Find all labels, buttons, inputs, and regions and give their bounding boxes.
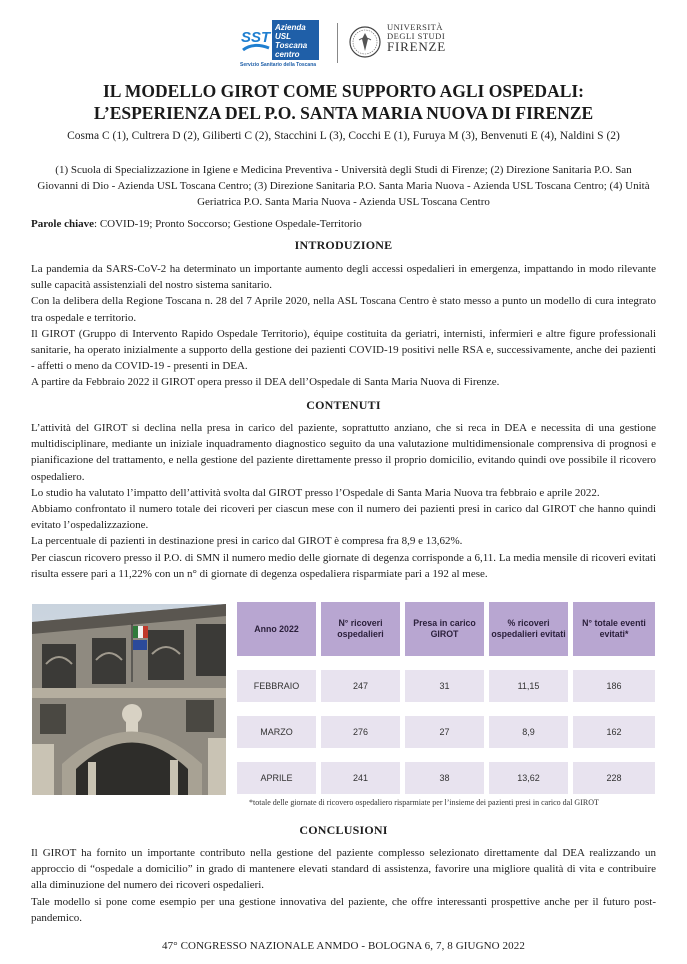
- table-row: [237, 670, 656, 702]
- hospital-facade-photo: [32, 604, 226, 795]
- table-cell: 31: [405, 670, 484, 702]
- contents-paragraph: Abbiamo confrontato il numero totale dei ricoveri per ciascun mese con il numero dei pazienti presi in carico dal GIROT che hanno quindi evitato l’ospedalizzazione.: [31, 503, 656, 532]
- logo-divider: [337, 23, 338, 63]
- table-header-cell: % ricoveri ospedalieri evitati: [489, 602, 568, 656]
- table-row: [237, 716, 656, 748]
- intro-heading: INTRODUZIONE: [294, 238, 393, 252]
- table-header-row: [237, 602, 656, 656]
- svg-text:USL: USL: [275, 32, 291, 41]
- intro-paragraph: Il GIROT (Gruppo di Intervento Rapido Ospedale Territorio), équipe costituita da geriatri, internisti, infermieri e altre figure professionali sanitarie, ha operato inizialmente a supporto della gestione dei pazienti COVID-19 positivi nelle RSA e, successivamente, anche dei pazienti - affetti o meno da COVID-19 - presenti in DEA.: [31, 327, 656, 373]
- contents-paragraph: Lo studio ha valutato l’impatto dell’attività svolta dal GIROT presso l’Ospedale di Santa Maria Nuova tra febbraio e aprile 2022.: [31, 486, 600, 499]
- azienda-usl-toscana-logo: [239, 20, 319, 68]
- table-header-cell: N° totale eventi evitati*: [573, 602, 655, 656]
- girot-results-table: [237, 602, 656, 794]
- intro-paragraph: A partire da Febbraio 2022 il GIROT opera presso il DEA dell’Ospedale di Santa Maria Nuova di Firenze.: [31, 376, 500, 389]
- table-cell: 11,15: [489, 670, 568, 702]
- conclusions-paragraph: Tale modello si pone come esempio per una gestione innovativa del paziente, che offre interessanti prospettive anche per il futuro post-pandemico.: [31, 895, 656, 924]
- table-cell: 38: [405, 762, 484, 794]
- conclusions-heading: CONCLUSIONI: [299, 823, 388, 837]
- conclusions-body: [31, 845, 656, 926]
- intro-paragraph: La pandemia da SARS-CoV-2 ha determinato un importante aumento degli accessi ospedalieri in emergenza, impattando in modo rilevante sulle capacità assistenziali del nostro sistema sanitario.: [31, 263, 656, 292]
- table-cell: 276: [321, 716, 400, 748]
- affiliations: (1) Scuola di Specializzazione in Igiene e Medicina Preventiva - Università degli Studi di Firenze; (2) Direzione Sanitaria P.O. San Giovanni di Dio - Azienda USL Toscana Centro; (3) Direzione Sanitaria P.O. Santa Maria Nuova - Azienda USL Toscana Centro; (4) Unità Geriatrica P.O. Santa Maria Nuova - Azienda USL Toscana Centro: [37, 164, 650, 208]
- keywords-text: : COVID-19; Pronto Soccorso; Gestione Ospedale-Territorio: [94, 218, 362, 230]
- title-line-2: L’ESPERIENZA DEL P.O. SANTA MARIA NUOVA DI FIRENZE: [93, 103, 594, 123]
- logo-bar: [0, 20, 687, 68]
- unifi-line-1: UNIVERSITÀ: [387, 22, 443, 32]
- table-cell: 228: [573, 762, 655, 794]
- table-cell: 27: [405, 716, 484, 748]
- table-row: [237, 762, 656, 794]
- poster-title: [20, 80, 667, 124]
- svg-text:SST: SST: [241, 29, 271, 46]
- unifi-line-2: DEGLI STUDI: [387, 31, 446, 41]
- contents-paragraph: L’attività del GIROT si declina nella presa in carico del paziente, soprattutto anziano, che si reca in DEA e necessita di una gestione multidisciplinare, mediante un iniziale inquadramento diagnostico seguito da una valutazione multidimensionale comprensiva di prognosi e pianificazione del trattamento, e nella gestione del paziente direttamente presso il proprio domicilio, evitando quindi ove possibile il ricovero ospedaliero.: [31, 422, 656, 483]
- table-header-cell: Anno 2022: [237, 602, 316, 656]
- svg-text:Servizio Sanitario della Tosca: Servizio Sanitario della Toscana: [240, 62, 317, 68]
- unifi-logo-text: [387, 22, 447, 54]
- keywords: [31, 218, 656, 230]
- title-line-1: IL MODELLO GIROT COME SUPPORTO AGLI OSPEDALI:: [102, 81, 585, 101]
- svg-text:Azienda: Azienda: [275, 23, 306, 32]
- svg-text:Toscana: Toscana: [275, 41, 308, 50]
- table-cell: 162: [573, 716, 655, 748]
- table-cell: MARZO: [237, 716, 316, 748]
- intro-paragraph: Con la delibera della Regione Toscana n. 28 del 7 Aprile 2020, nella ASL Toscana Centro è stato messo a punto un modello di cura integrato tra ospedale e territorio.: [31, 295, 656, 324]
- keywords-label: Parole chiave: [31, 218, 95, 230]
- table-footnote: *totale delle giornate di ricovero ospedaliero risparmiate per l’insieme dei pazienti presi in carico dal GIROT: [249, 798, 599, 807]
- svg-text:centro: centro: [275, 50, 300, 59]
- conclusions-paragraph: Il GIROT ha fornito un importante contributo nella gestione del paziente complesso selezionato direttamente dal DEA realizzando un approccio di “ospedale a domicilio” in grado di mantenere elevati standard di assistenza, favorire una migliore qualità di vita e contribuire alla diminuzione del numero dei ricoveri ospedalieri.: [31, 847, 656, 892]
- table-cell: 247: [321, 670, 400, 702]
- table-cell: FEBBRAIO: [237, 670, 316, 702]
- contents-paragraph: Per ciascun ricovero presso il P.O. di SMN il numero medio delle giornate di degenza corrisponde a 6,11. La media mensile di ricoveri evitati risulta essere pari a 11,22% con un n° di giornate di degenza ospedaliera risparmiate pari a 192 al mese.: [31, 551, 656, 580]
- table-cell: 186: [573, 670, 655, 702]
- table-header-cell: N° ricoveri ospedalieri: [321, 602, 400, 656]
- authors: Cosma C (1), Cultrera D (2), Giliberti C (2), Stacchini L (3), Cocchi E (1), Furuya M (3), Benvenuti E (4), Naldini S (2): [67, 130, 620, 142]
- contents-body: [31, 420, 656, 582]
- congress-footer: 47° CONGRESSO NAZIONALE ANMDO - BOLOGNA 6, 7, 8 GIUGNO 2022: [162, 940, 525, 952]
- contents-heading: CONTENUTI: [306, 398, 381, 412]
- table-cell: APRILE: [237, 762, 316, 794]
- intro-body: [31, 261, 656, 391]
- table-cell: 13,62: [489, 762, 568, 794]
- unifi-line-3: FIRENZE: [387, 39, 447, 54]
- table-header-cell: Presa in carico GIROT: [405, 602, 484, 656]
- unifi-seal-icon: [349, 26, 381, 58]
- table-cell: 8,9: [489, 716, 568, 748]
- contents-paragraph: La percentuale di pazienti in destinazione presi in carico dal GIROT è compresa fra 8,9 e 13,62%.: [31, 535, 463, 548]
- table-cell: 241: [321, 762, 400, 794]
